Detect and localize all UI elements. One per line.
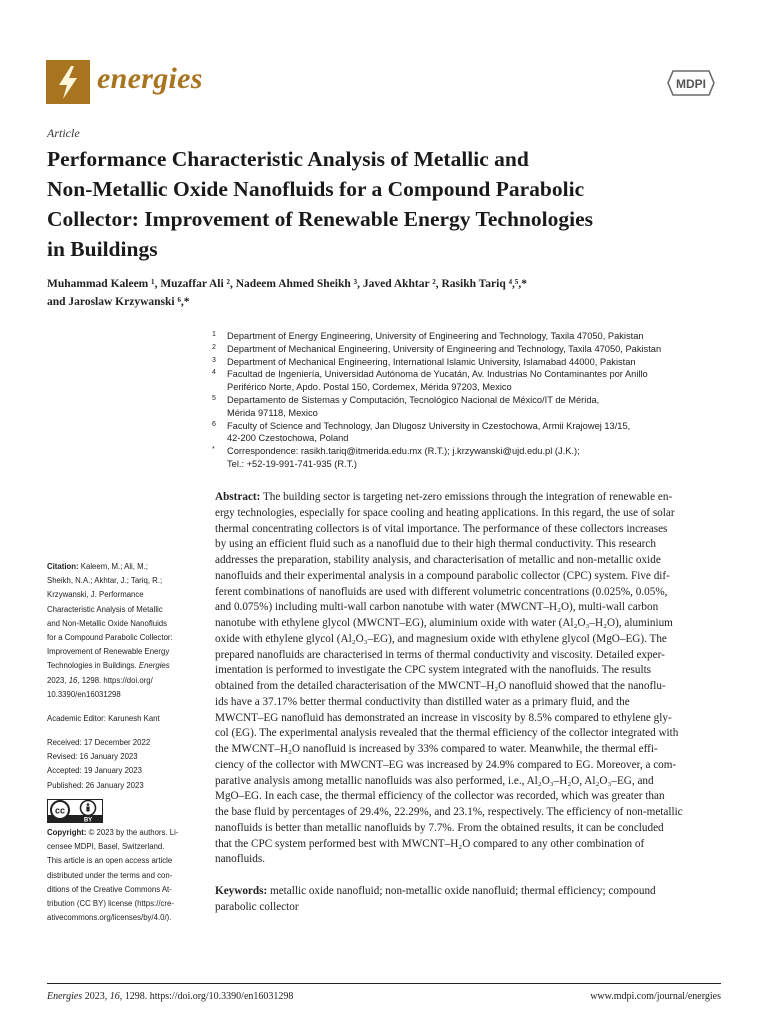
cc-text: cc [54,805,66,816]
abstract-label: Abstract: [215,491,261,503]
footer-citation: Energies 2023, 16, 1298. https://doi.org/10.3390/en16031298 [47,991,294,1002]
footer-divider [47,983,721,984]
lightning-bolt-icon [46,60,90,104]
title-line: Performance Characteristic Analysis of Metallic and [47,147,529,171]
article-type: Article [47,126,80,140]
publication-dates [47,736,202,793]
title-line: Non-Metallic Oxide Nanofluids for a Compound Parabolic [47,177,585,201]
affiliation-item: 6 Faculty of Science and Technology, Jan Dlugosz University in Czestochowa, Armii Krajowej 13/15, 42-200 Czestochowa, Poland [212,420,631,444]
published-date: Published: 26 January 2023 [47,780,144,790]
title-line: in Buildings [47,237,158,261]
accepted-date: Accepted: 19 January 2023 [47,766,142,776]
publisher-logo [667,70,715,96]
affiliation-item: 5 Departamento de Sistemas y Computación, Tecnológico Nacional de México/IT de Mérida, Mérida 97118, Mexico [212,394,600,418]
publisher-name: MDPI [676,77,706,91]
abstract: Abstract: The building sector is targeting net-zero emissions through the integration of renewable en- ergy technologies, especially for space cooling and heating applications. In this regard, the use of solar thermal concentrating collectors is of vital importance. The performance of these collectors increases by using an efficient fluid such as a nanofluid due to their high thermal conductivity. This research addresses the preparation, stability analysis, and characterisation of metallic and non-metallic oxide nanofluids and their experimental analysis in a compound parabolic collector (CPC) system. Five dif- ferent combinations of nanofluids are used with different volumetric concentrations (0.025%, 0.05%, and 0.075%) including multi-wall carbon nanotube with water (MWCNT–H₂O), multi-wall carbon nanotube with ethylene glycol (MWCNT–EG), aluminium oxide with water (Al₂O₃–H₂O), aluminium oxide with ethylene glycol (Al₂O₃–EG), and magnesium oxide with ethylene glycol (MgO–EG). The prepared nanofluids are characterised in terms of thermal conductivity and viscosity. Detailed exper- imentation is performed to investigate the CPC system integrated with the nanofluids. The results obtained from the detailed characterisation of the MWCNT–H₂O nanofluid showed that the nanoflu- ids have a 37.17% better thermal conductivity than distilled water as a primary fluid, and the MWCNT–EG nanofluid has demonstrated an increase in viscosity by 8.5% compared to ethylene gly- col (EG). The experimental analysis revealed that the thermal efficiency of the collector integrated with the MWCNT–H₂O nanofluid is increased by 33% compared to water. Meanwhile, the thermal effi- ciency of the collector with MWCNT–EG was increased by 24.9% compared to EG. Moreover, a com- parative analysis among metallic nanofluids was also performed, i.e., Al₂O₃–H₂O, Al₂O₃–EG, and MgO–EG. In each case, the thermal efficiency of the collector was recorded, which was greater than the base fluid by percentages of 29.4%, 22.29%, and 23.1%, respectively. The efficiency of non-metallic nanofluids is better than metallic nanofluids by 7.7%. From the obtained results, it can be concluded that the CPC system performed best with MWCNT–H₂O compared to any other combination of nanofluids. [215,491,683,866]
author-line: Muhammad Kaleem ¹, Muzaffar Ali ², Nadeem Ahmed Sheikh ³, Javed Akhtar ², Rasikh Tariq ⁴,⁵,* [47,278,527,290]
citation-block: Citation: Kaleem, M.; Ali, M.; Sheikh, N.A.; Akhtar, J.; Tariq, R.; Krzywanski, J. Performance Characteristic Analysis of Metallic and Non-Metallic Oxide Nanofluids for a Compound Parabolic Collector: Improvement of Renewable Energy Technologies in Buildings. Energies 2023, 16, 1298. https://doi.org/ 10.3390/en16031298 [47,562,173,699]
title-line: Collector: Improvement of Renewable Energy Technologies [47,207,593,231]
journal-logo [46,60,90,104]
cc-by-license-badge[interactable] [47,799,103,823]
author-list [47,275,727,311]
received-date: Received: 17 December 2022 [47,738,151,747]
journal-name: energies [97,62,203,95]
keywords: Keywords: metallic oxide nanofluid; non-metallic oxide nanofluid; thermal efficiency; compound parabolic collector [215,885,656,913]
by-text: BY [83,817,93,823]
paper-title [47,144,727,264]
doi-link[interactable]: , 1298. https://doi.org/10.3390/en16031298 [119,991,294,1002]
keywords-label: Keywords: [215,885,268,897]
affiliations [212,330,732,471]
affiliation-item: 2 Department of Mechanical Engineering, University of Engineering and Technology, Taxila 47050, Pakistan [212,343,662,354]
academic-editor: Academic Editor: Karunesh Kant [47,714,160,723]
journal-url-link[interactable]: www.mdpi.com/journal/energies [590,991,721,1002]
author-line: and Jaroslaw Krzywanski ⁶,* [47,296,190,308]
affiliation-item: 3 Department of Mechanical Engineering, International Islamic University, Islamabad 44000, Pakistan [212,356,636,367]
revised-date: Revised: 16 January 2023 [47,752,138,762]
affiliation-item: 4 Facultad de Ingeniería, Universidad Autónoma de Yucatán, Av. Industrias No Contaminantes por Anillo Periférico Norte, Apdo. Postal 150, Cordemex, Mérida 97203, Mexico [212,369,648,393]
copyright-block: Copyright: © 2023 by the authors. Li- censee MDPI, Basel, Switzerland. This article is an open access article distributed under the terms and con- ditions of the Creative Commons At- tribution (CC BY) license (https://cre- ativecommons.org/licenses/by/4.0/). [47,828,179,923]
correspondence-item: * Correspondence: rasikh.tariq@itmerida.edu.mx (R.T.); j.krzywanski@ujd.edu.pl (J.K.); Tel.: +52-19-991-741-935 (R.T.) [212,446,580,469]
affiliation-item: 1 Department of Energy Engineering, University of Engineering and Technology, Taxila 47050, Pakistan [212,331,644,341]
